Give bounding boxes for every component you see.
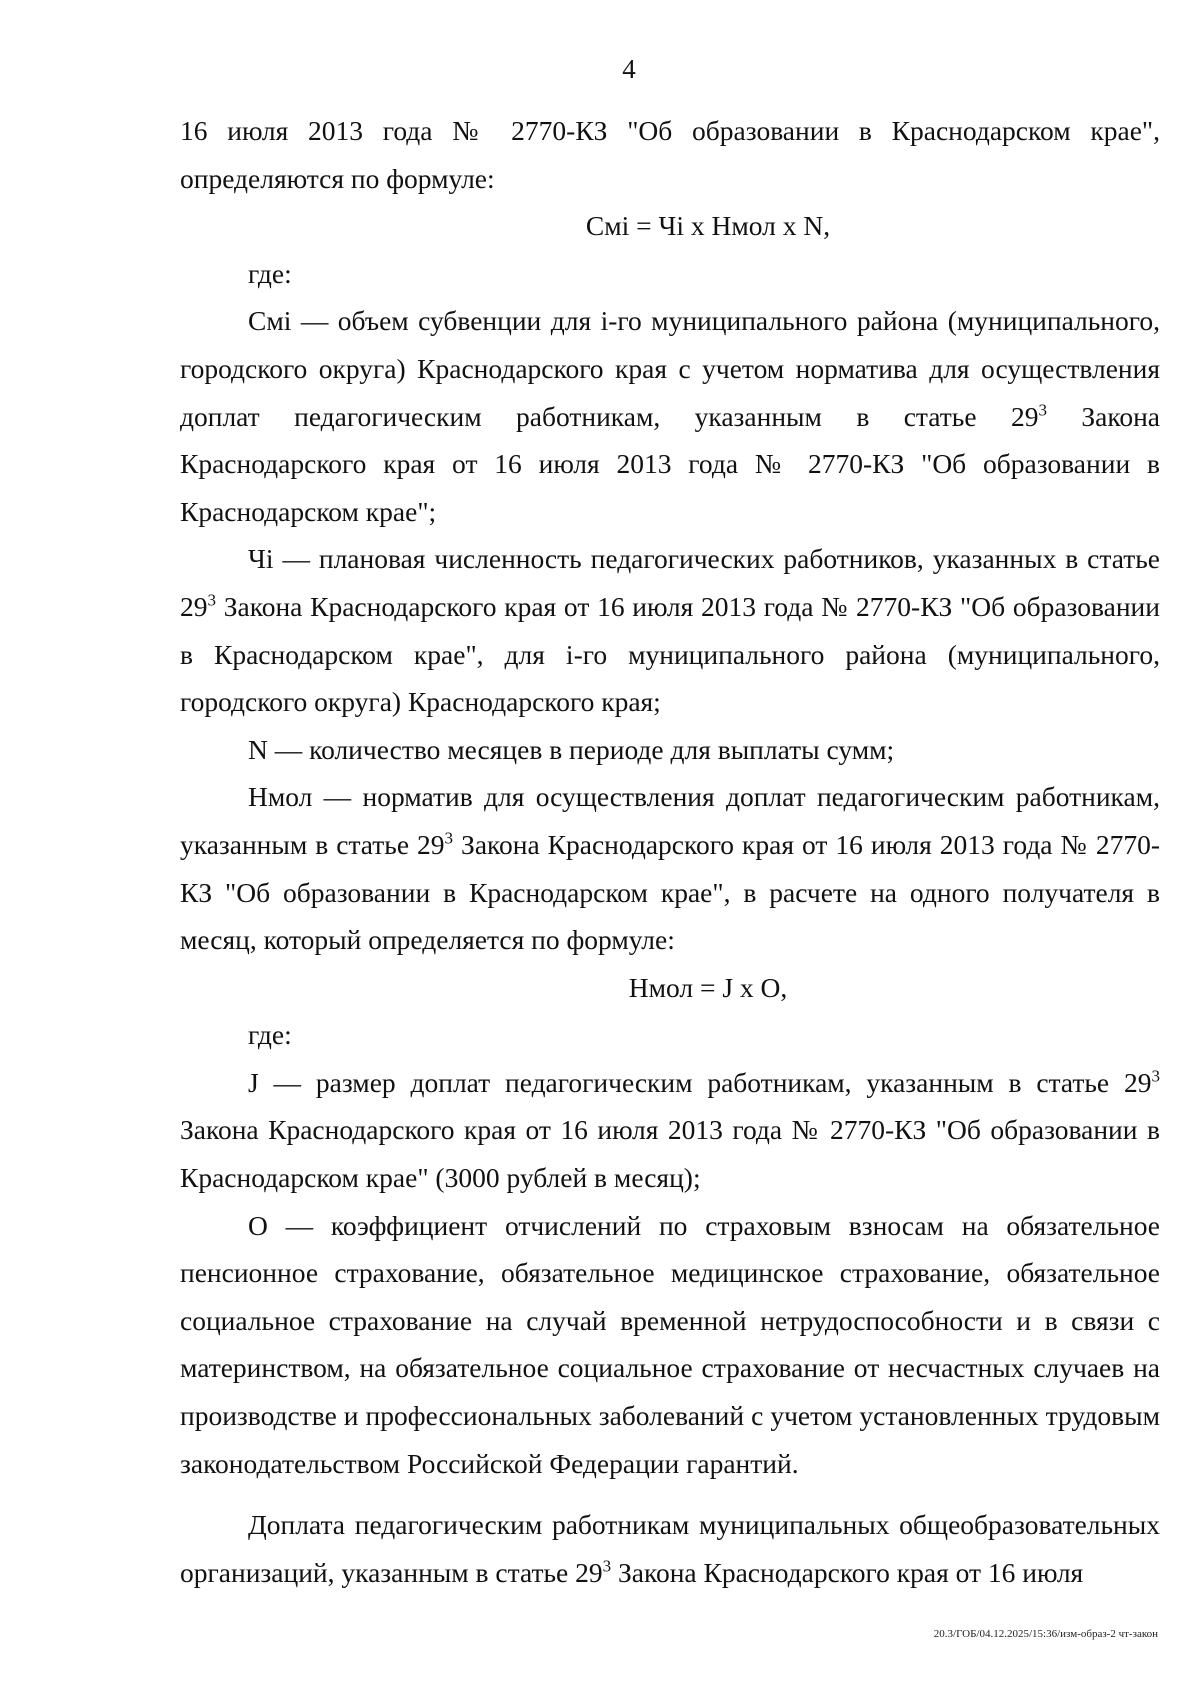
- superscript-3: 3: [1151, 1066, 1160, 1086]
- definition-j: J — размер доплат педагогическим работникам, указанным в статье $29^3$ Закона Краснодарского края от 16 июля 2013 года № 2770-КЗ "Об образовании в Краснодарском крае" (3000 рублей в месяц);: [180, 1066, 1160, 1194]
- document-body: [180, 107, 1160, 1596]
- page-number: 4: [622, 54, 636, 84]
- where-label-2: где:: [248, 1019, 292, 1051]
- where-label: где:: [248, 257, 292, 289]
- paragraph-supplement: Доплата педагогическим работникам муниципальных общеобразовательных организаций, указанным в статье $29^3$ Закона Краснодарского края от 16 июля: [180, 1509, 1160, 1588]
- definition-chi: Чi — плановая численность педагогических работников, указанных в статье $29^3$ Закона Краснодарского края от 16 июля 2013 года № 2770-КЗ "Об образовании в Краснодарском крае", для i-го муниципального района (муниципального, городского округа) Краснодарского края;: [180, 543, 1160, 718]
- formula-subvention: Cмi = Чi x Hмол x N,: [585, 210, 831, 242]
- superscript-3: 3: [444, 828, 454, 848]
- superscript-3: 3: [602, 1556, 612, 1576]
- definition-n: N — количество месяцев в периоде для выплаты сумм;: [248, 733, 895, 765]
- footer-reference: 20.3/ГОБ/04.12.2025/15:36/изм-образ-2 чт-закон: [933, 1628, 1158, 1640]
- definition-cmi: Cмi — объем субвенции для i-го муниципального района (муниципального, городского округа) Краснодарского края с учетом норматива для осуществления доплат педагогическим работникам, указанным в статье $29^3$ Закона Краснодарского края от 16 июля 2013 года № 2770-КЗ "Об образовании в Краснодарском крае";: [180, 305, 1160, 527]
- definition-hmol: Hмол — норматив для осуществления доплат педагогическим работникам, указанным в статье $29^3$ Закона Краснодарского края от 16 июля 2013 года № 2770-КЗ "Об образовании в Краснодарском крае", в расчете на одного получателя в месяц, который определяется по формуле:: [180, 781, 1160, 956]
- formula-norm: Hмол = J x O,: [628, 971, 788, 1003]
- superscript-3: 3: [1038, 400, 1047, 419]
- superscript-3: 3: [207, 590, 217, 610]
- paragraph-intro: 16 июля 2013 года № 2770-КЗ "Об образовании в Краснодарском крае", определяются по формуле:: [180, 115, 1160, 194]
- definition-o: O — коэффициент отчислений по страховым взносам на обязательное пенсионное страхование, обязательное медицинское страхование, обязательное социальное страхование на случай временной нетрудоспособности и в связи с материнством, на обязательное социальное страхование от несчастных случаев на производстве и профессиональных заболеваний с учетом установленных трудовым законодательством Российской Федерации гарантий.: [180, 1209, 1160, 1479]
